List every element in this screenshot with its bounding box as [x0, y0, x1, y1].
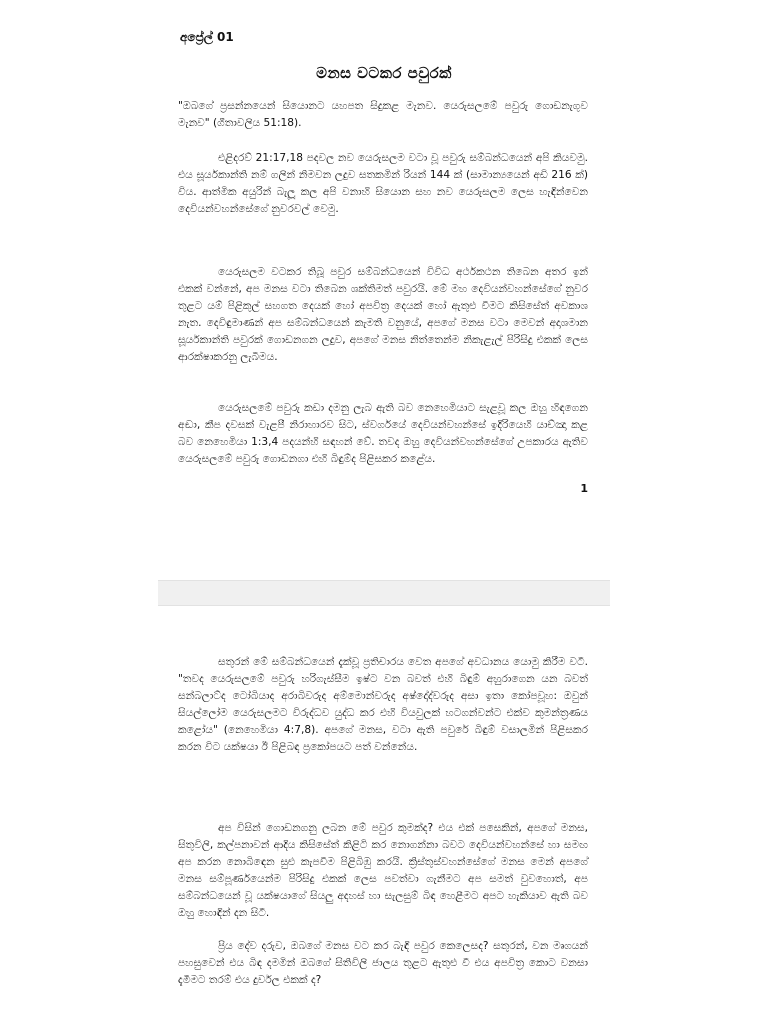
- paragraph-1: එළිදරව් 21:17,18 පදවල නව යෙරුසලම වටා වූ පවුරු සම්බන්ධයෙන් අපි කියවමු. එය සූර්යකාන්ති නම් ගලින් නිමවන ලදුව සතකමින් රියන් 144 ක් (සාමාන්‍යයෙන් අඩි 216 ක්) විය. ආත්මික අයුරින් බැලූ කල අපි වනාහි සියොන සහ නව යෙරුසලම ලෙස හැඳින්වෙන දෙවියන්වහන්සේගේ නුවරවල් වෙමු.: [178, 152, 588, 215]
- paragraph-4: සතුරන් මේ සම්බන්ධයෙන් දැක්වූ ප්‍රතිචාරය වෙත අපගේ අවධානය යොමු කිරීම වටී. "තවද යෙරුසලමේ පවුරු හරිගැස්සීම ඉෂ්ට වන බවත් එහි බිඳුම් අහුරාගෙන යන බවත් සන්බලාට්ද ටෝබියාද අරාබිවරුද අම්මොන්වරුද අෂ්දෝද්වරුද අසා ඉතා කෝපවූහ: ඔවුන් සියල්ලෝම යෙරුසලමට විරුද්ධව යුද්ධ කර එහි වියවුලක් හටගන්වන්ට එක්ව කුමන්ත්‍රණය කළෝය" (නෙහෙමියා 4:7,8). අපගේ මනස, වටා ඇති පවුරේ බිඳුම් වසාලමින් පිළිසකර කරන විට යක්ෂයා ඊ පිළිබඳ ප්‍රකෝපයට පත් වන්නේය.: [178, 656, 588, 753]
- paragraph-2: යෙරුසලම වටකර තිබූ පවුර සම්බන්ධයෙන් විවිධ අර්ථකථන තිබෙන අතර ඉන් එකක් වන්නේ, අප මනස වටා තිබෙන ශක්තිමත් පවුරයි. මේ මහ දෙවියන්වහන්සේගේ නුවර තුළට යම් පිළිකුල් සහගත දෙයක් හෝ අපවිත්‍ර දෙයක් හෝ ඇතුළු වීමට කිසිසේත් අවකාශ නැත. දෙවිඳුමාණන් අප සම්බන්ධයෙන් කැමති වනුයේ, අපගේ මනස වටා මෙවන් අදාශමාන සූර්යකාන්ති පවුරක් ගොඩනගන ලදුව, අපගේ මනස නිත්තෙන්ම නිකැළැල් පිරිසිදු එකක් ලෙස ආරක්ෂාකරනු ලැබීමය.: [178, 266, 588, 363]
- date-heading: අප්‍රේල් 01: [180, 30, 234, 44]
- page-title: මනස වටකර පවුරක්: [316, 64, 452, 82]
- paragraph-6: ප්‍රිය දේව දරුව, ඔබගේ මනස වට කර බැඳි පවුර කෙලෙසද? සතුරන්, වන මෘගයන් පහසුවෙන් එය බිඳ දමමින් ඔබගේ සිතිවිලි ජාලය තුළට ඇතුළු වී එය අපවිත්‍ර කොට වනසා දැමීමට තරම් එය දුර්වල එකක් ද?: [178, 940, 588, 986]
- page-1: [158, 0, 610, 580]
- paragraph-3: යෙරුසලමේ පවුරු කඩා දමනු ලැබ ඇති බව නෙහෙමියාට සැළවූ කල ඔහු හිඳගෙන අඬා, කීප දවසක් වැළපී නිරාහාරව සිට, ස්වර්ගයේ දෙවියන්වහන්සේ ඉදිරියෙහි යාච්ඤා කළ බව නෙහෙමියා 1:3,4 පදයන්හි සඳහන් වේ. තවද ඔහු දෙවියන්වහන්සේගේ උපකාරය ඇතිව යෙරුසලමේ පවුරු ගොඩනගා එහි බිඳුම්ද පිළිසකර කළේය.: [178, 402, 588, 465]
- page-separator: [158, 580, 610, 606]
- page-2: [158, 606, 610, 1024]
- paragraph-5: අප විසින් ගොඩනගනු ලබන මේ පවුර කුමක්ද? එය එක් පසෙකින්, අපගේ මනස, සිතුවිලි, කල්පනාවන් ආදිය කිසිසේත් කිළිටි කර නොගන්නා බවට දෙවියන්වහන්සේ හා සමඟ අප කරන නොබිඳෙන සුළු කැපවීම පිළිබිඹු කරයි. ක්‍රිස්තුස්වහන්සේගේ මනස මෙන් අපගේ මනස සම්පූර්ණයෙන්ම පිරිසිදු එකක් ලෙස පවත්වා ගැනීමට අප සමත් වුවහොත්, අප සම්බන්ධයෙන් වූ යක්ෂයාගේ සියලු අදහස් හා සැලසුම් බිඳ හෙළීමට අපට හැකියාව ඇති බව ඔහු හොඳින් දන සිටී.: [178, 822, 588, 919]
- scripture-quote: "ඔබගේ ප්‍රසන්නයෙන් සියොනට යහපත සිදුකළ මැනව. යෙරුසලමේ පවුරු ගොඩනැගුව මැනව" (ගීතාවලිය 51:18).: [178, 100, 588, 129]
- page-number: 1: [580, 482, 588, 495]
